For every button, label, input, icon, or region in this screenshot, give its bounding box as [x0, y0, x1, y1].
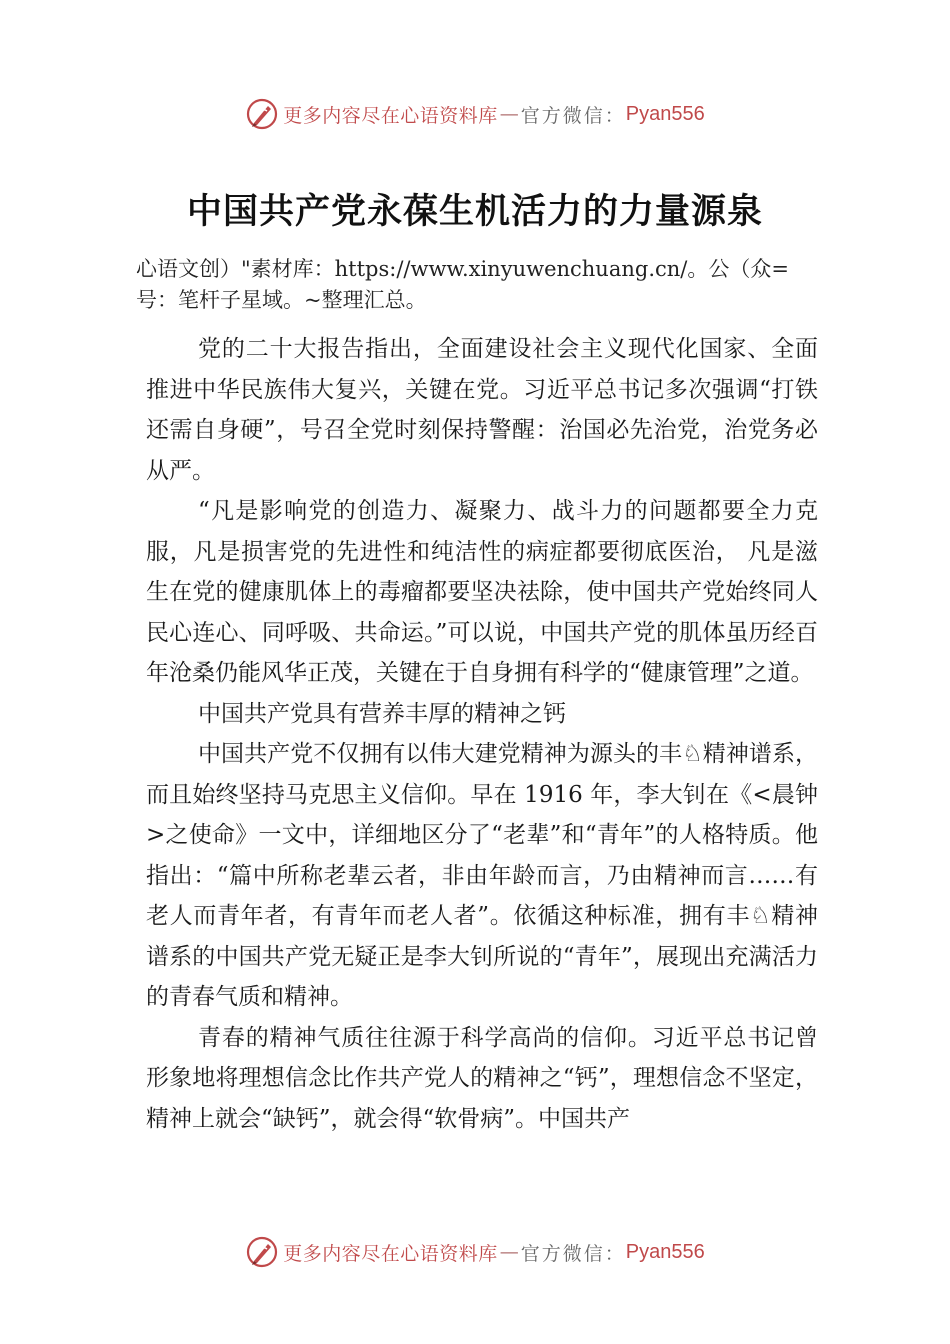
footer-banner	[0, 1232, 950, 1272]
banner-label: 官方微信：	[520, 104, 626, 127]
banner-text: 更多内容尽在心语资料库	[283, 104, 498, 127]
banner-label: 官方微信：	[520, 1242, 626, 1265]
banner-wechat-id: Pyan556	[625, 1240, 705, 1263]
document-body	[146, 329, 818, 1139]
paragraph: 中国共产党不仅拥有以伟大建党精神为源头的丰♘精神谱系，而且始终坚持马克思主义信仰。早在 1916 年，李大钊在《<晨钟>之使命》一文中，详细地区分了“老辈”和“青年”的人格特质。他指出：“篇中所称老辈云者，非由年龄而言，乃由精神而言……有老人而青年者，有青年而老人者”。依循这种标准，拥有丰♘精神谱系的中国共产党无疑正是李大钊所说的“青年”，展现出充满活力的青春气质和精神。	[146, 741, 818, 1010]
source-note: 心语文创）"素材库：https://www.xinyuwenchuang.cn/。公（众=号：笔杆子星域。~整理汇总。	[136, 257, 789, 312]
banner-text: 更多内容尽在心语资料库	[283, 1242, 498, 1265]
pen-logo-icon	[245, 1235, 279, 1269]
paragraph: 青春的精神气质往往源于科学高尚的信仰。习近平总书记曾形象地将理想信念比作共产党人的精神之“钙”，理想信念不坚定，精神上就会“缺钙”，就会得“软骨病”。中国共产	[146, 1024, 818, 1132]
banner-dash: —	[499, 103, 519, 125]
banner-wechat-id: Pyan556	[625, 102, 705, 125]
section-subheading: 中国共产党具有营养丰厚的精神之钙	[198, 700, 566, 727]
document-title: 中国共产党永葆生机活力的力量源泉	[186, 191, 763, 232]
paragraph: 党的二十大报告指出，全面建设社会主义现代化国家、全面推进中华民族伟大复兴，关键在党。习近平总书记多次强调“打铁还需自身硬”，号召全党时刻保持警醒：治国必先治党，治党务必从严。	[146, 336, 818, 484]
paragraph: “凡是影响党的创造力、凝聚力、战斗力的问题都要全力克服，凡是损害党的先进性和纯洁性的病症都要彻底医治， 凡是滋生在党的健康肌体上的毒瘤都要坚决祛除，使中国共产党始终同人民心连心、同呼吸、共命运。”可以说，中国共产党的肌体虽历经百年沧桑仍能风华正茂，关键在于自身拥有科学的“健康管理”之道。	[146, 498, 818, 686]
header-banner	[0, 94, 950, 134]
pen-logo-icon	[245, 97, 279, 131]
banner-dash: —	[499, 1241, 519, 1263]
